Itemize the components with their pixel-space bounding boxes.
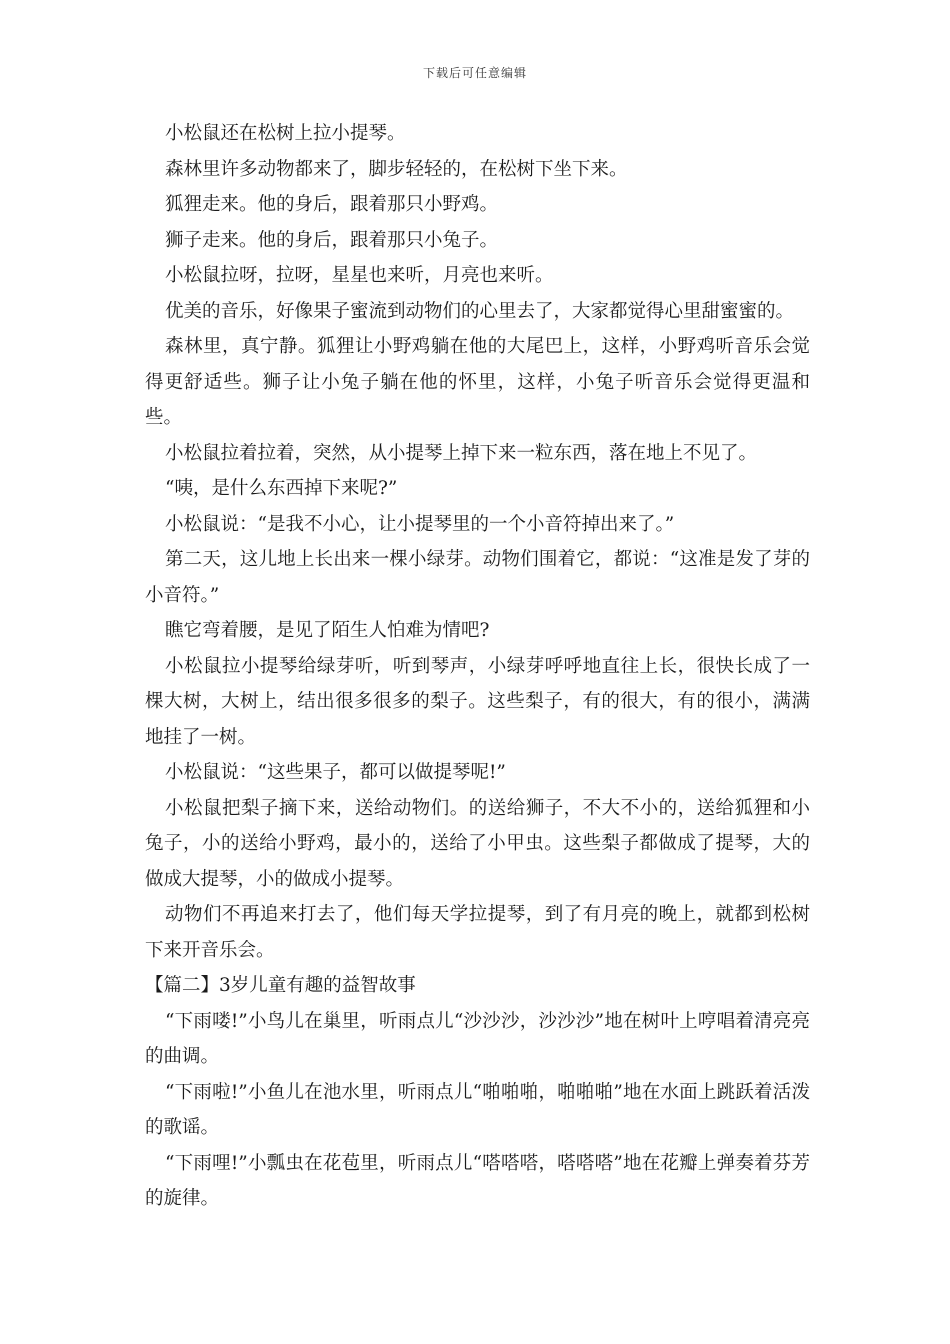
paragraph: 森林里许多动物都来了，脚步轻轻的，在松树下坐下来。 <box>165 158 628 180</box>
paragraph: 动物们不再追来打去了，他们每天学拉提琴，到了有月亮的晚上，就都到松树下来开音乐会。 <box>145 904 810 961</box>
paragraph: “下雨喽!”小鸟儿在巢里，听雨点儿“沙沙沙，沙沙沙”地在树叶上哼唱着清亮亮的曲调。 <box>145 1010 810 1067</box>
paragraph: “下雨啦!”小鱼儿在池水里，听雨点儿“啪啪啪，啪啪啪”地在水面上跳跃着活泼的歌谣。 <box>145 1081 810 1138</box>
paragraph: “下雨哩!”小瓢虫在花苞里，听雨点儿“嗒嗒嗒，嗒嗒嗒”地在花瓣上弹奏着芬芳的旋律。 <box>145 1152 810 1209</box>
page-header: 下载后可任意编辑 <box>422 66 527 80</box>
paragraph: 小松鼠说：“这些果子，都可以做提琴呢!” <box>165 762 506 783</box>
paragraph: 狮子走来。他的身后，跟着那只小兔子。 <box>165 229 499 251</box>
paragraph: 第二天，这儿地上长出来一棵小绿芽。动物们围着它，都说：“这准是发了芽的小音符。” <box>145 549 810 606</box>
paragraph: 瞧它弯着腰，是见了陌生人怕难为情吧? <box>165 620 490 641</box>
section-heading: 【篇二】3岁儿童有趣的益智故事 <box>145 975 416 996</box>
document-body <box>145 116 810 1217</box>
paragraph: 小松鼠拉着拉着，突然，从小提琴上掉下来一粒东西，落在地上不见了。 <box>165 442 758 464</box>
paragraph: 小松鼠拉呀，拉呀，星星也来听，月亮也来听。 <box>165 265 554 286</box>
paragraph: 狐狸走来。他的身后，跟着那只小野鸡。 <box>165 194 499 215</box>
paragraph: 森林里，真宁静。狐狸让小野鸡躺在他的大尾巴上，这样，小野鸡听音乐会觉得更舒适些。狮子让小兔子躺在他的怀里，这样，小兔子听音乐会觉得更温和些。 <box>145 336 810 428</box>
paragraph: 小松鼠还在松树上拉小提琴。 <box>165 123 406 144</box>
paragraph: 优美的音乐，好像果子蜜流到动物们的心里去了，大家都觉得心里甜蜜蜜的。 <box>165 300 795 322</box>
paragraph: 小松鼠把梨子摘下来，送给动物们。的送给狮子，不大不小的，送给狐狸和小兔子，小的送给小野鸡，最小的，送给了小甲虫。这些梨子都做成了提琴，大的做成大提琴，小的做成小提琴。 <box>145 797 810 890</box>
paragraph: 小松鼠拉小提琴给绿芽听，听到琴声，小绿芽呼呼地直往上长，很快长成了一棵大树，大树上，结出很多很多的梨子。这些梨子，有的很大，有的很小，满满地挂了一树。 <box>145 655 810 748</box>
paragraph: “咦，是什么东西掉下来呢?” <box>165 478 398 499</box>
paragraph: 小松鼠说：“是我不小心，让小提琴里的一个小音符掉出来了。” <box>165 513 675 535</box>
